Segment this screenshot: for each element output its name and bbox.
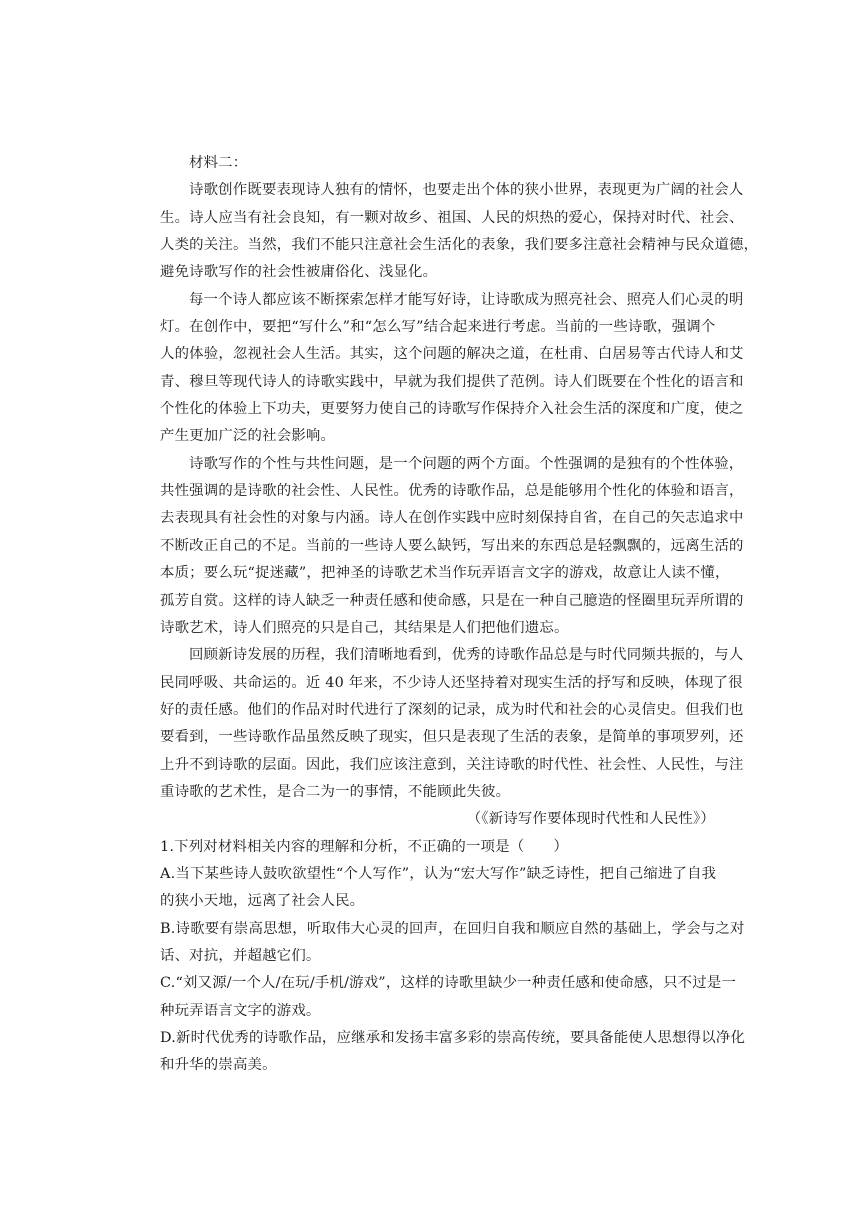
text-line: 灯。在创作中，要把“写什么”和“怎么写”结合起来进行考虑。当前的一些诗歌，强调个 [160, 319, 716, 336]
document-page [160, 150, 759, 1080]
option-line: D.新时代优秀的诗歌作品，应继承和发扬丰富多彩的崇高传统，要具备能使人思想得以净化 [160, 1030, 746, 1046]
option-line: 话、对抗，并超越它们。 [160, 947, 321, 964]
paragraph [160, 451, 744, 642]
text-line: 本质；要么玩“捉迷藏”，把神圣的诗歌艺术当作玩弄语言文字的游戏，故意让人读不懂， [160, 565, 730, 582]
option-line: C.“刘又源/一个人/在玩/手机/游戏”，这样的诗歌里缺少一种责任感和使命感，只不过是一 [160, 975, 737, 992]
paragraph [160, 177, 759, 286]
text-line: 产生更加广泛的社会影响。 [160, 428, 336, 445]
text-line: 共性强调的是诗歌的社会性、人民性。优秀的诗歌作品，总是能够用个性化的体验和语言， [160, 483, 744, 500]
text-line: 不断改正自己的不足。当前的一些诗人要么缺钙，写出来的东西总是轻飘飘的，远离生活的 [160, 537, 744, 554]
text-line: 青、穆旦等现代诗人的诗歌实践中，早就为我们提供了范例。诗人们既要在个性化的语言和 [160, 373, 744, 390]
option-line: B.诗歌要有崇高思想，听取伟大心灵的回声，在回归自我和顺应自然的基础上，学会与之对 [160, 920, 745, 937]
section-heading: 材料二： [189, 155, 248, 171]
option-a [160, 861, 715, 916]
text-line: 去表现具有社会性的对象与内涵。诗人在创作实践中应时刻保持自省，在自己的矢志追求中 [160, 510, 744, 527]
paragraph [160, 642, 744, 806]
text-line: 重诗歌的艺术性，是合二为一的事情，不能顾此失彼。 [160, 783, 511, 800]
option-line: A.当下某些诗人鼓吹欲望性“个人写作”，认为“宏大写作”缺乏诗性，把自己缩进了自我 [160, 865, 717, 882]
text-line: 诗歌创作既要表现诗人独有的情怀，也要走出个体的狭小世界，表现更为广阔的社会人 [189, 182, 744, 199]
option-line: 种玩弄语言文字的游戏。 [160, 1002, 321, 1019]
text-line: 个性化的体验上下功夫，更要努力使自己的诗歌写作保持介入社会生活的深度和广度，使之 [160, 401, 744, 418]
text-line: 诗歌艺术，诗人们照亮的只是自己，其结果是人们把他们遗忘。 [160, 619, 569, 636]
option-d [160, 1025, 746, 1080]
text-line: 好的责任感。他们的作品对时代进行了深刻的记录，成为时代和社会的心灵信史。但我们也 [160, 701, 744, 718]
paragraph [160, 287, 744, 451]
text-line: 上升不到诗歌的层面。因此，我们应该注意到，关注诗歌的时代性、社会性、人民性，与注 [160, 756, 744, 773]
option-line: 和升华的崇高美。 [160, 1057, 277, 1074]
option-c [160, 970, 737, 1025]
source-citation: （《新诗写作要体现时代性和人民性》） [466, 811, 715, 828]
option-b [160, 916, 745, 971]
question-stem: 1.下列对材料相关内容的理解和分析，不正确的一项是（ ） [160, 838, 569, 855]
text-line: 要看到，一些诗歌作品虽然反映了现实，但只是表现了生活的表象，是简单的事项罗列，还 [160, 729, 744, 746]
option-line: 的狭小天地，远离了社会人民。 [160, 893, 365, 910]
text-line: 孤芳自赏。这样的诗人缺乏一种责任感和使命感，只是在一种自己臆造的怪圈里玩弄所谓的 [160, 592, 744, 609]
text-line: 生。诗人应当有社会良知，有一颗对故乡、祖国、人民的炽热的爱心，保持对时代、社会、 [160, 209, 744, 226]
text-line: 民同呼吸、共命运的。近 40 年来，不少诗人还坚持着对现实生活的抒写和反映，体现了很 [160, 674, 743, 691]
question [160, 834, 746, 1080]
text-line: 人的体验，忽视社会人生活。其实，这个问题的解决之道，在杜甫、白居易等古代诗人和艾 [160, 346, 744, 363]
text-line: 每一个诗人都应该不断探索怎样才能写好诗，让诗歌成为照亮社会、照亮人们心灵的明 [189, 291, 744, 308]
text-line: 人类的关注。当然，我们不能只注意社会生活化的表象，我们要多注意社会精神与民众道德， [160, 237, 759, 254]
text-line: 避免诗歌写作的社会性被庸俗化、浅显化。 [160, 264, 438, 281]
text-line: 回顾新诗发展的历程，我们清晰地看到，优秀的诗歌作品总是与时代同频共振的，与人 [189, 647, 744, 664]
text-line: 诗歌写作的个性与共性问题，是一个问题的两个方面。个性强调的是独有的个性体验， [189, 455, 744, 472]
